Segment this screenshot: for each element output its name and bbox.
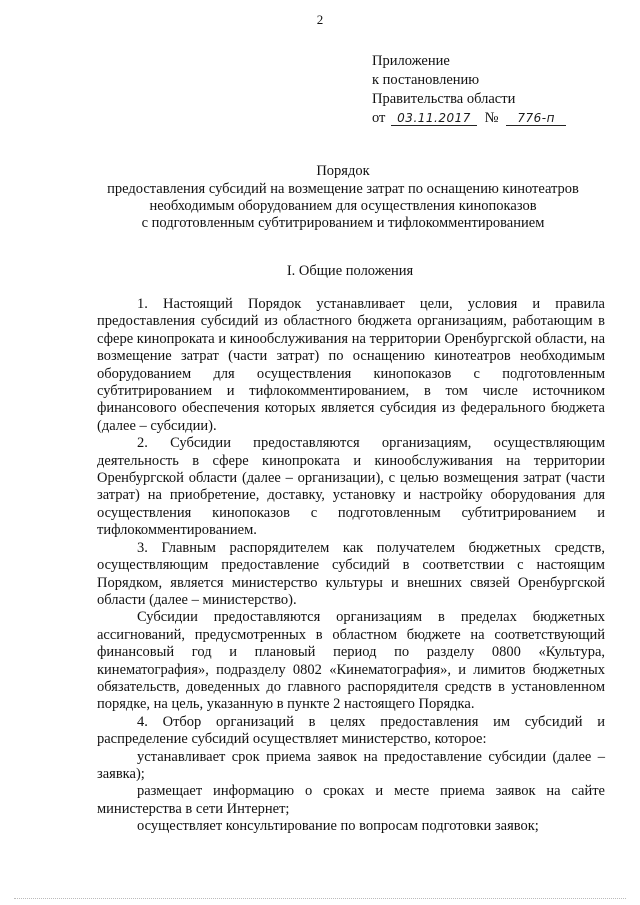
- appendix-date-line: [372, 109, 566, 128]
- from-label: от: [372, 110, 386, 126]
- paragraph: размещает информацию о сроках и месте приема заявок на сайте министерства в сети Интернет;: [97, 783, 605, 817]
- page-number: 2: [316, 12, 324, 27]
- paragraph: 2. Субсидии предоставляются организациям, осуществляющим деятельность в сфере кинопроката и кинообслуживания на территории Оренбургской области (далее – организации), с целью возмещения затрат (части затрат) на приобретение, доставку, установку и настройку оборудования для осуществления кинопоказов с подготовленным субтитрированием и тифлокомментированием.: [97, 435, 605, 539]
- paragraph: 1. Настоящий Порядок устанавливает цели, условия и правила предоставления субсидий из областного бюджета организациям, работающим в сфере кинопроката и кинообслуживания на территории Оренбургской области, на возмещение затрат (части затрат) по оснащению кинотеатров необходимым оборудованием для осуществления кинопоказов с подготовленным субтитрированием и тифлокомментированием, в том числе источником финансового обеспечения которых является субсидия из федерального бюджета (далее – субсидии).: [97, 296, 605, 434]
- paragraph: осуществляет консультирование по вопросам подготовки заявок;: [137, 818, 539, 835]
- document-title: [80, 163, 606, 232]
- appendix-block: [372, 52, 566, 128]
- title-line-3: с подготовленным субтитрированием и тифлокомментированием: [141, 215, 545, 231]
- document-body: [97, 296, 605, 836]
- appendix-line-1: Приложение: [372, 53, 450, 69]
- appendix-line-2: к постановлению: [372, 72, 480, 88]
- appendix-line-3: Правительства области: [372, 91, 516, 107]
- title-line-2: необходимым оборудованием для осуществления кинопоказов: [149, 198, 537, 214]
- paragraph: устанавливает срок приема заявок на предоставление субсидии (далее – заявка);: [97, 748, 605, 782]
- footer-divider: [14, 898, 626, 903]
- handwritten-date: 03.11.2017: [391, 111, 477, 126]
- title-line-1: предоставления субсидий на возмещение затрат по оснащению кинотеатров: [107, 181, 579, 197]
- title-main: Порядок: [316, 163, 370, 179]
- paragraph: Субсидии предоставляются организациям в пределах бюджетных ассигнований, предусмотренных в областном бюджете на соответствующий финансовый год и плановый период по разделу 0800 «Культура, кинематография», подразделу 0802 «Кинематография», и лимитов бюджетных обязательств, доведенных до главного распорядителя средств в установленном порядке, на цель, указанную в пункте 2 настоящего Порядка.: [97, 609, 605, 713]
- handwritten-number: 776-п: [506, 111, 566, 126]
- paragraph: 4. Отбор организаций в целях предоставления им субсидий и распределение субсидий осуществляет министерство, которое:: [97, 713, 605, 748]
- section-heading: I. Общие положения: [286, 263, 414, 279]
- paragraph: 3. Главным распорядителем как получателем бюджетных средств, осуществляющим предоставление субсидий в соответствии с настоящим Порядком, является министерство культуры и внешних связей Оренбургской области (далее – министерство).: [97, 539, 605, 608]
- number-label: №: [484, 110, 499, 126]
